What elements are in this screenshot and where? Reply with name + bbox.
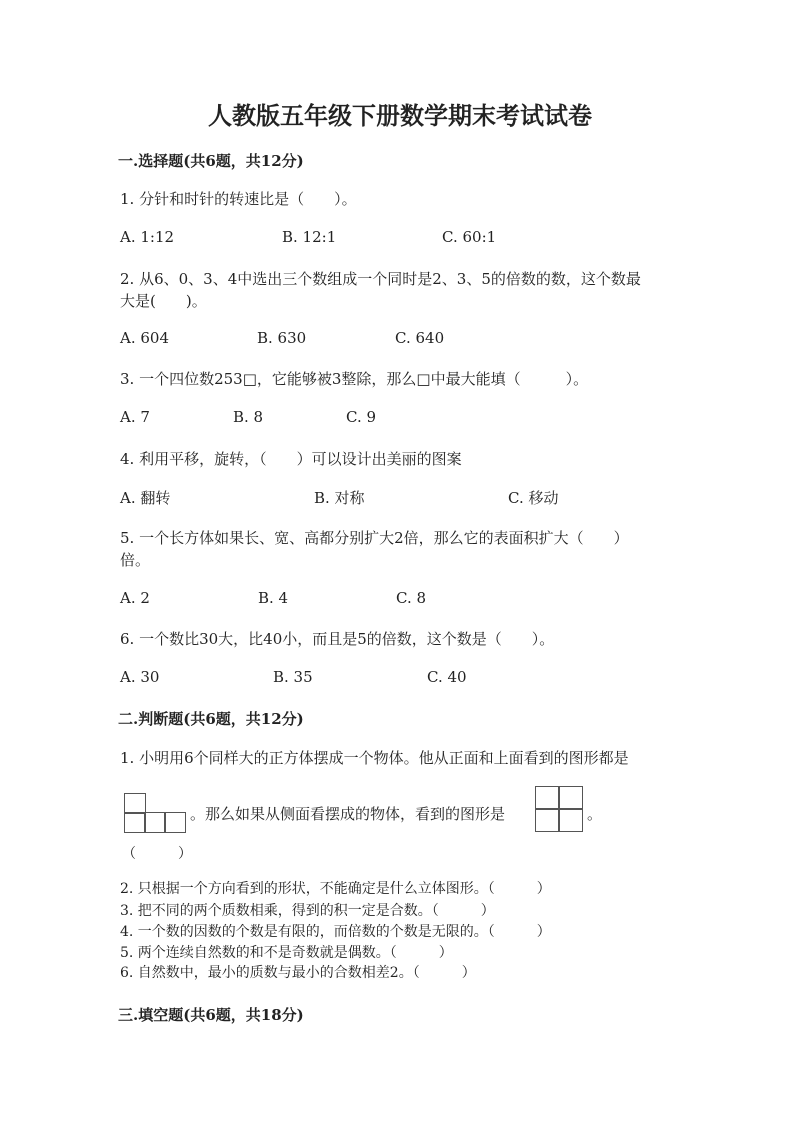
side-view-figure <box>535 786 583 832</box>
option-a: A. 2 <box>120 589 150 607</box>
option-a: A. 7 <box>120 408 150 426</box>
question-stem-continued: 大是( )。 <box>120 292 207 310</box>
question-stem: 1. 分针和时针的转速比是（ ）。 <box>120 190 357 208</box>
option-c: C. 移动 <box>508 489 559 507</box>
judge-item: 3. 把不同的两个质数相乘，得到的积一定是合数。（ ） <box>120 903 495 919</box>
question-stem-continued: 倍。 <box>120 551 151 569</box>
question-stem: 6. 一个数比30大，比40小，而且是5的倍数，这个数是（ ）。 <box>120 630 555 648</box>
option-c: C. 9 <box>346 408 377 426</box>
question-stem: 5. 一个长方体如果长、宽、高都分别扩大2倍，那么它的表面积扩大（ ） <box>120 529 629 547</box>
option-a: A. 30 <box>120 668 160 686</box>
option-b: B. 35 <box>273 668 313 686</box>
option-c: C. 60:1 <box>442 228 497 246</box>
option-c: C. 640 <box>395 329 445 347</box>
option-a: A. 翻转 <box>120 489 171 507</box>
judge-item: 2. 只根据一个方向看到的形状，不能确定是什么立体图形。（ ） <box>120 881 551 897</box>
front-view-figure <box>124 793 188 833</box>
option-a: A. 1:12 <box>120 228 175 246</box>
option-a: A. 604 <box>120 329 169 347</box>
option-b: B. 630 <box>257 329 307 347</box>
question-stem: 4. 利用平移，旋转，（ ）可以设计出美丽的图案 <box>120 450 462 468</box>
option-b: B. 4 <box>258 589 289 607</box>
option-c: C. 40 <box>427 668 467 686</box>
question-stem: 2. 从6、0、3、4中选出三个数组成一个同时是2、3、5的倍数的数，这个数最 <box>120 270 641 288</box>
section-heading-choice: 一.选择题(共6题，共12分) <box>118 152 304 170</box>
question-stem: 1. 小明用6个同样大的正方体摆成一个物体。他从正面和上面看到的图形都是 <box>120 749 629 767</box>
question-stem: 3. 一个四位数253□，它能够被3整除，那么□中最大能填（ ）。 <box>120 370 589 388</box>
judge-item: 5. 两个连续自然数的和不是奇数就是偶数。（ ） <box>120 945 453 961</box>
option-b: B. 8 <box>233 408 264 426</box>
answer-parentheses[interactable]: （ ） <box>122 846 192 862</box>
question-text: 。那么如果从侧面看摆成的物体，看到的图形是 <box>190 805 506 823</box>
section-heading-fill: 三.填空题(共6题，共18分) <box>118 1006 304 1024</box>
section-heading-judge: 二.判断题(共6题，共12分) <box>118 710 304 728</box>
option-b: B. 12:1 <box>282 228 337 246</box>
judge-item: 6. 自然数中，最小的质数与最小的合数相差2。（ ） <box>120 965 476 981</box>
option-c: C. 8 <box>396 589 427 607</box>
page-title: 人教版五年级下册数学期末考试试卷 <box>208 101 592 130</box>
question-text-end: 。 <box>587 805 603 823</box>
judge-item: 4. 一个数的因数的个数是有限的，而倍数的个数是无限的。（ ） <box>120 924 551 940</box>
option-b: B. 对称 <box>314 489 365 507</box>
